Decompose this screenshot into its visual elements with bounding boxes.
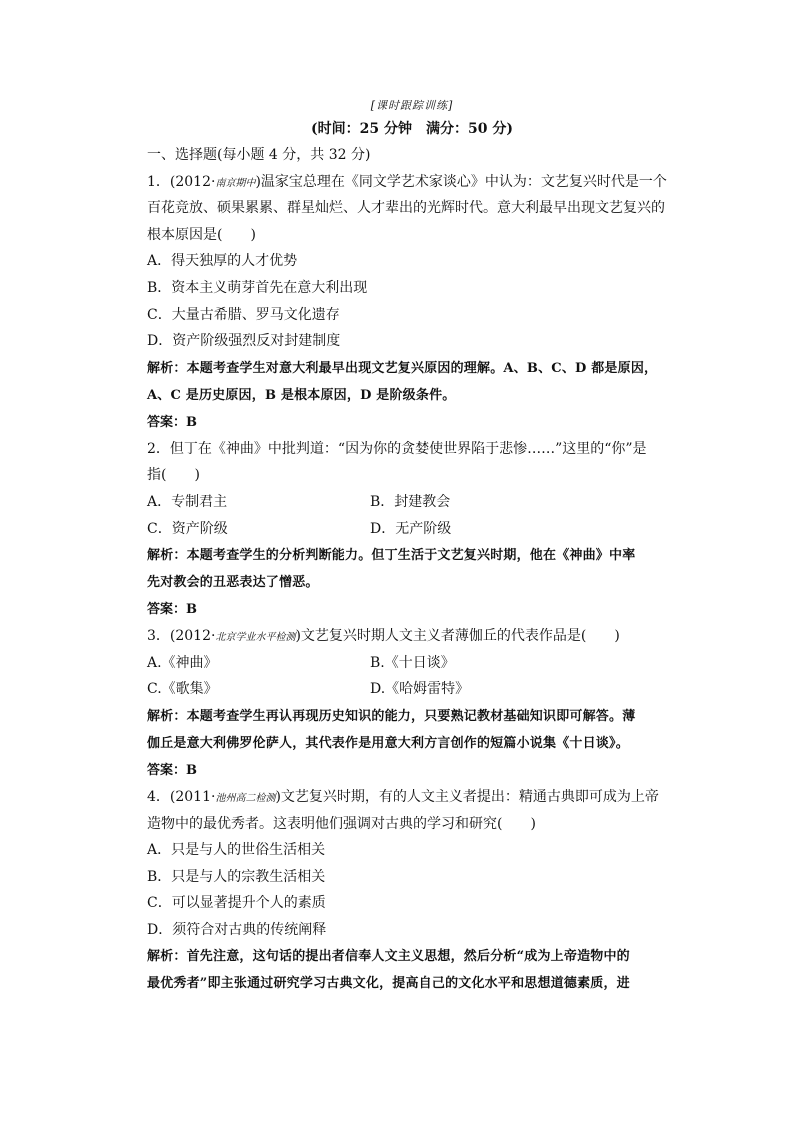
q4-option-a: A．只是与人的世俗生活相关 bbox=[147, 842, 326, 859]
q3-option-c: C.《歌集》 bbox=[147, 681, 218, 698]
q1-explanation-1: 解析：本题考查学生对意大利最早出现文艺复兴原因的理解。A、B、C、D 都是原因， bbox=[147, 360, 658, 376]
q3-explanation-2: 伽丘是意大利佛罗伦萨人，其代表作是用意大利方言创作的短篇小说集《十日谈》。 bbox=[147, 735, 629, 751]
q3-option-d: D.《哈姆雷特》 bbox=[370, 681, 470, 698]
q4-source: 池州高二检测 bbox=[215, 792, 276, 804]
q3-option-a: A.《神曲》 bbox=[147, 654, 218, 671]
q3-explanation-1: 解析：本题考查学生再认再现历史知识的能力，只要熟记教材基础知识即可解答。薄 bbox=[147, 708, 636, 724]
q3-options-ab bbox=[147, 650, 677, 677]
q1-option-d: D．资产阶级强烈反对封建制度 bbox=[147, 333, 341, 350]
q1-line1: 1．(2012·南京期中)温家宝总理在《同文学艺术家谈心》中认为：文艺复兴时代是一个 bbox=[147, 173, 667, 190]
q1-option-c: C．大量古希腊、罗马文化遗存 bbox=[147, 306, 340, 323]
q4-line1: 4．(2011·池州高二检测)文艺复兴时期，有的人文主义者提出：精通古典即可成为上帝 bbox=[147, 788, 659, 805]
q3-source: 北京学业水平检测 bbox=[215, 632, 296, 644]
q2-explanation-2: 先对教会的丑恶表达了憎恶。 bbox=[147, 575, 319, 591]
q1-explanation-2: A、C 是历史原因，B 是根本原因，D 是阶级条件。 bbox=[147, 387, 456, 403]
q2-line1: 2．但丁在《神曲》中批判道：“因为你的贪婪使世界陷于悲惨……”这里的“你”是 bbox=[147, 440, 647, 457]
q2-option-c: C．资产阶级 bbox=[147, 520, 228, 537]
worksheet-page bbox=[147, 96, 677, 997]
q3-options-cd bbox=[147, 676, 677, 703]
worksheet-header: [课时跟踪训练] bbox=[370, 99, 454, 112]
q4-explanation-2: 最优秀者”即主张通过研究学习古典文化，提高自己的文化水平和思想道德素质，进 bbox=[147, 976, 630, 992]
q4-explanation-1: 解析：首先注意，这句话的提出者信奉人文主义思想，然后分析“成为上帝造物中的 bbox=[147, 949, 630, 965]
q2-option-b: B．封建教会 bbox=[370, 493, 451, 510]
q4-option-d: D．须符合对古典的传统阐释 bbox=[147, 921, 327, 938]
q3-answer: 答案：B bbox=[147, 762, 197, 778]
q2-line2: 指( ) bbox=[147, 467, 200, 484]
q4-option-b: B．只是与人的宗教生活相关 bbox=[147, 868, 326, 885]
q1-answer: 答案：B bbox=[147, 414, 197, 430]
q2-options-ab bbox=[147, 489, 677, 516]
q3-line1: 3．(2012·北京学业水平检测)文艺复兴时期人文主义者薄伽丘的代表作品是( ) bbox=[147, 628, 620, 645]
q4-line2: 造物中的最优秀者。这表明他们强调对古典的学习和研究( ) bbox=[147, 815, 536, 832]
time-score-line: (时间：25 分钟 满分：50 分) bbox=[311, 121, 513, 137]
q1-line2: 百花竞放、硕果累累、群星灿烂、人才辈出的光辉时代。意大利最早出现文艺复兴的 bbox=[147, 200, 665, 217]
q2-option-d: D．无产阶级 bbox=[370, 520, 452, 537]
q2-explanation-1: 解析：本题考查学生的分析判断能力。但丁生活于文艺复兴时期，他在《神曲》中率 bbox=[147, 548, 636, 564]
q1-option-a: A．得天独厚的人才优势 bbox=[147, 253, 298, 270]
q1-line3: 根本原因是( ) bbox=[147, 226, 256, 243]
q2-options-cd bbox=[147, 516, 677, 543]
q3-option-b: B.《十日谈》 bbox=[370, 654, 455, 671]
section-heading: 一、选择题(每小题 4 分，共 32 分) bbox=[147, 147, 371, 163]
q2-option-a: A．专制君主 bbox=[147, 493, 228, 510]
q4-option-c: C．可以显著提升个人的素质 bbox=[147, 895, 326, 912]
q2-answer: 答案：B bbox=[147, 602, 197, 618]
q1-option-b: B．资本主义萌芽首先在意大利出现 bbox=[147, 279, 368, 296]
q1-source: 南京期中 bbox=[215, 177, 256, 189]
